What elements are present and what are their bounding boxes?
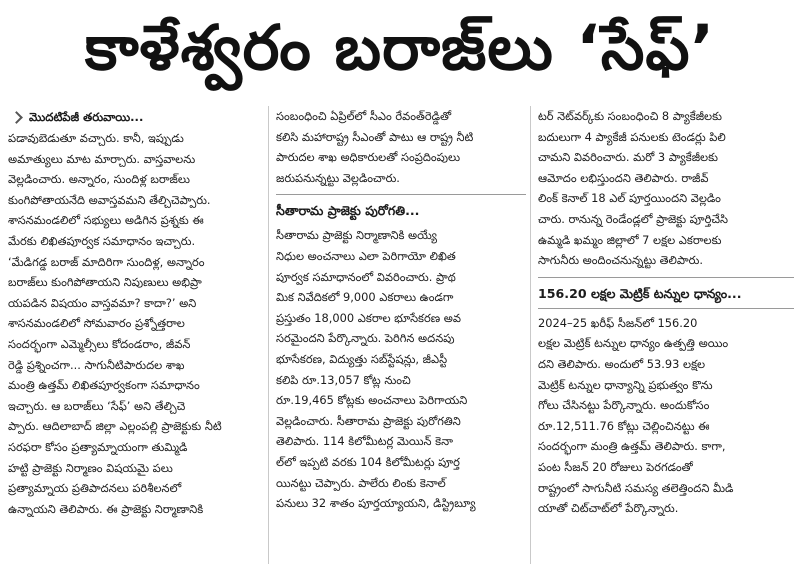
text-line: ‘మేడిగడ్డ బరాజ్‌ మాదిరిగా సుందిళ్ల, అన్నారం xyxy=(8,254,205,269)
text-line: ప్రస్తుతం 18,000 ఎకరాల భూసేకరణ అవ xyxy=(276,310,462,325)
text-line: సీతారామ ప్రాజెక్టు నిర్మాణానికి అయ్యే xyxy=(276,228,437,243)
text-line: పంట సీజన్‌ 20 రోజులు పెరగడంతో xyxy=(538,459,693,474)
text-line: సందర్భంగా మంత్రి ఉత్తమ్‌ తెలిపారు. కాగా, xyxy=(538,439,726,454)
text-line: ఇచ్చారు. ఆ బరాజ్‌లు ‘సేఫ్‌’ అని తేల్చిచె xyxy=(8,398,186,413)
column-3-body-bottom xyxy=(538,313,794,519)
section-divider xyxy=(276,194,526,195)
text-line: లింక్‌ కెనాల్‌ 18 ఎల్‌ పూర్తయిందని వెల్లడిం xyxy=(538,191,721,206)
text-line: రూ.12,511.76 కోట్లు చెల్లించినట్టు ఈ xyxy=(538,418,710,433)
text-line: చామని వివరించారు. మరో 3 ప్యాకేజీలకు xyxy=(538,150,718,165)
text-line: చారు. రానున్న రెండేండ్లలో ప్రాజెక్టు పూర్తిచేసి xyxy=(538,211,728,226)
text-line: కలిసి మహారాష్ట్ర సీఎంతో పాటు ఆ రాష్ట్ర నీటి xyxy=(276,129,474,144)
section-divider xyxy=(538,308,794,309)
column-divider xyxy=(530,106,531,564)
headline: కాళేశ్వరం బరాజ్‌లు ‘సేఫ్‌’ xyxy=(84,11,716,84)
text-line: భూసేకరణ, విద్యుత్తు సబ్‌స్టేషన్లు, జీఎస్టీ xyxy=(276,351,448,366)
text-line: ప్పారు. ఆదిలాబాద్‌ జిల్లా ఎల్లంపల్లి ప్రాజెక్టుకు నీటి xyxy=(8,419,222,434)
text-line: పనులు 32 శాతం పూర్తయ్యాయని, డిస్ట్రిబ్యూ xyxy=(276,496,476,511)
text-line: మంత్రి ఉత్తమ్‌ లిఖితపూర్వకంగా సమాధానం xyxy=(8,378,200,393)
text-line: ఆమోదం లభిస్తుందని తెలిపారు. రాజీవ్‌ xyxy=(538,170,709,185)
text-line: పడావుబెడుతూ వచ్చారు. కానీ, ఇప్పుడు xyxy=(8,131,184,145)
section-divider xyxy=(538,277,794,278)
text-line: టర్‌ నెట్‌వర్క్‌కు సంబంధించి 8 ప్యాకేజీలకు xyxy=(538,109,722,123)
article-column-1 xyxy=(8,106,264,519)
kicker-text: మొదటిపేజీ తరువాయి... xyxy=(29,109,144,124)
text-line: 2024–25 ఖరీఫ్‌ సీజన్‌లో 156.20 xyxy=(538,315,698,330)
text-line: రూ.19,465 కోట్లకు అంచనాలు పెరిగాయని xyxy=(276,393,468,408)
text-line: మెట్రిక్‌ టన్నుల ధాన్యాన్ని ప్రభుత్వం కొను xyxy=(538,377,713,392)
text-line: శాసనమండలిలో సభ్యులు అడిగిన ప్రశ్నకు ఈ xyxy=(8,213,204,228)
text-line: రెడ్డి ప్రశ్నించగా... సాగునీటిపారుదల శాఖ xyxy=(8,357,185,372)
text-line: అమాత్యులు మాట మార్చారు. వాస్తవాలను xyxy=(8,151,196,166)
text-line: పూర్వక సమాధానంలో వివరించారు. ప్రాథ xyxy=(276,269,456,284)
text-line: ఉన్నాయని తెలిపారు. ఈ ప్రాజెక్టు నిర్మాణానికి xyxy=(8,501,204,516)
subheading-sitarama: సీతారామ ప్రాజెక్టు పురోగతి... xyxy=(276,203,420,219)
text-line: ఉమ్మడి ఖమ్మం జిల్లాలో 7 లక్షల ఎకరాలకు xyxy=(538,232,722,247)
text-line: కుంగిపోతాయనేది అవాస్తవమని తేల్చిచెప్పారు. xyxy=(8,192,211,207)
text-line: వెల్లడించారు. సీతారామ ప్రాజెక్టు పురోగతిని xyxy=(276,413,461,428)
text-line: బదులుగా 4 ప్యాకేజీ పనులకు టెండర్లు పిలి xyxy=(538,129,726,144)
text-line: యపడిన విషయం వాస్తవమా? కాదా?’ అని xyxy=(8,295,197,310)
column-2-body-bottom xyxy=(276,225,526,513)
text-line: కలిపి రూ.13,057 కోట్ల నుంచి xyxy=(276,372,411,387)
text-line: పారుదల శాఖ అధికారులతో సంప్రదింపులు xyxy=(276,150,461,165)
text-line: సరఫరా కోసం ప్రత్యామ్నాయంగా తుమ్మిడి xyxy=(8,439,188,454)
text-line: సరమైందని పేర్కొన్నారు. పెరిగిన అదనపు xyxy=(276,331,455,346)
text-line: సంబంధించి ఏప్రిల్‌లో సీఎం రేవంత్‌రెడ్డితో xyxy=(276,109,452,123)
text-line: యినట్టు చెప్పారు. పాలేరు లింకు కెనాల్‌ xyxy=(276,475,446,490)
text-line: వెల్లడించారు. అన్నారం, సుందిళ్ల బరాజ్‌లు xyxy=(8,172,190,187)
chevron-right-icon xyxy=(10,111,23,124)
text-line: శాసనమండలిలో సోమవారం ప్రశ్నోత్తరాల xyxy=(8,316,185,331)
text-line: సాగునీరు అందించనున్నట్టు తెలిపారు. xyxy=(538,253,703,268)
text-line: జరుపనున్నట్టు వెల్లడించారు. xyxy=(276,170,400,185)
continuation-kicker xyxy=(8,106,264,128)
subheading-paddy: 156.20 లక్షల మెట్రిక్‌ టన్నుల ధాన్యం... xyxy=(538,285,742,301)
column-divider xyxy=(268,106,269,564)
column-3-body-top xyxy=(538,106,794,271)
text-line: హట్టి ప్రాజెక్టు నిర్మాణం విషయమై పలు xyxy=(8,460,173,475)
text-line: రాష్ట్రంలో సాగునీటి సమస్య తలెత్తిందని మీడి xyxy=(538,480,734,495)
text-line: సందర్భంగా ఎమ్మెల్సీలు కోదండరాం, జీవన్‌ xyxy=(8,336,191,351)
text-line: లక్షల మెట్రిక్‌ టన్నుల ధాన్యం ఉత్పత్తి అయిం xyxy=(538,336,729,351)
text-line: తెలిపారు. 114 కిలోమీటర్ల మెయిన్‌ కెనా xyxy=(276,434,453,449)
text-line: నిధుల అంచనాలు ఎలా పెరిగాయో లిఖిత xyxy=(276,248,456,263)
article-column-3 xyxy=(538,106,794,519)
text-line: యాతో చిట్‌చాట్‌లో పేర్కొన్నారు. xyxy=(538,501,679,516)
text-line: మిక నివేదికలో 9,000 ఎకరాలు ఉండగా xyxy=(276,290,454,305)
text-line: గోలు చేసినట్టు పేర్కొన్నారు. అందుకోసం xyxy=(538,398,710,413)
text-line: ల్‌లో ఇప్పటి వరకు 104 కిలోమీటర్లు పూర్త xyxy=(276,454,460,469)
text-line: ప్రత్యామ్నాయ ప్రతిపాదనలు పరిశీలనలో xyxy=(8,481,182,496)
text-line: దని తెలిపారు. అందులో 53.93 లక్షల xyxy=(538,356,706,371)
column-2-body-top xyxy=(276,106,526,188)
column-1-body xyxy=(8,128,264,519)
text-line: బరాజ్‌లు కుంగిపోతాయని నిపుణులు అభిప్రా xyxy=(8,275,202,290)
text-line: మేరకు లిఖితపూర్వక సమాధానం ఇచ్చారు. xyxy=(8,233,196,248)
article-column-2 xyxy=(276,106,526,514)
